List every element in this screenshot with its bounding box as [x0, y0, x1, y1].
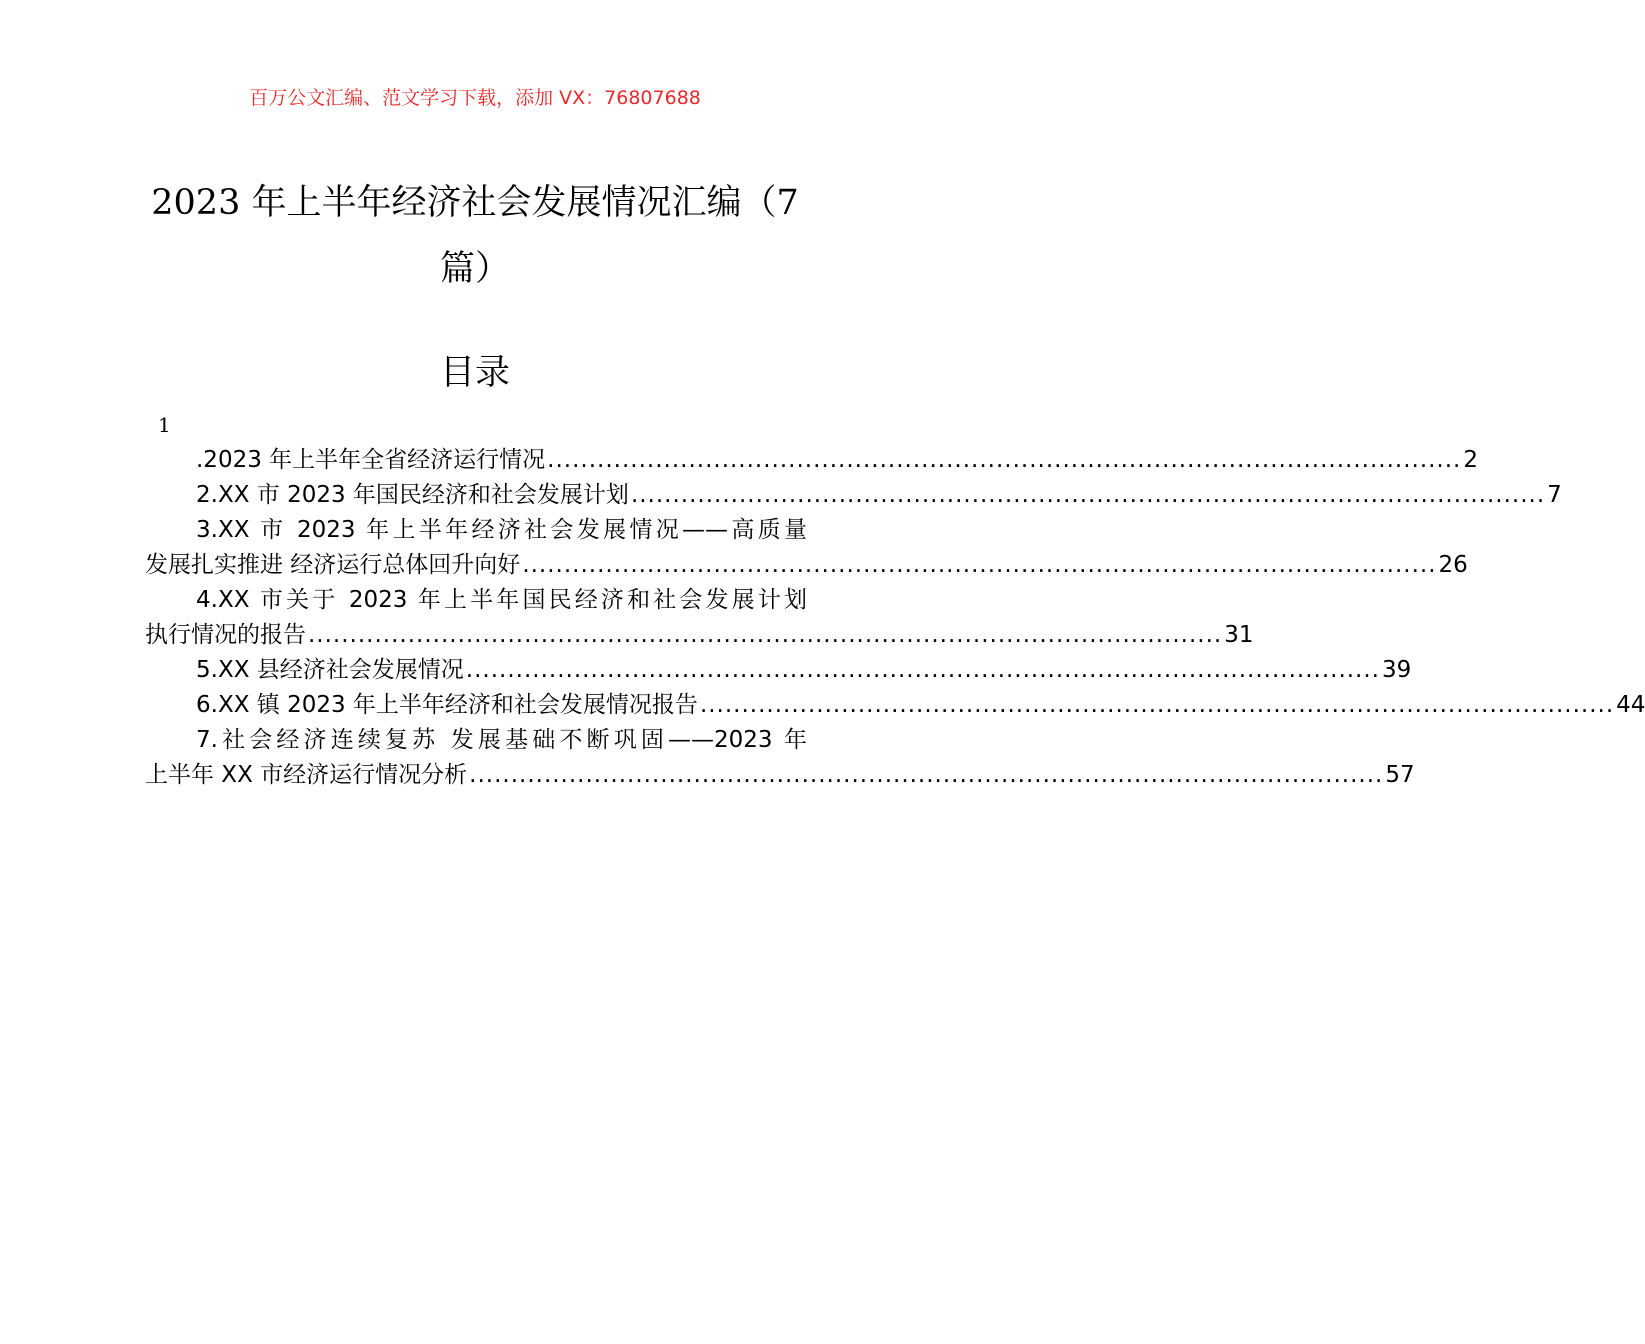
toc-entry-title: 5.XX 县经济社会发展情况 [196, 657, 464, 683]
toc-entry-line-2 [145, 548, 1468, 583]
toc-entry-line-2 [145, 618, 1254, 653]
toc-entry-title: 7.社会经济连续复苏 发展基础不断巩固——2023 年 [196, 727, 807, 753]
toc-entry-3[interactable] [145, 513, 1468, 583]
document-title [145, 170, 805, 302]
toc-entry-line-2 [145, 758, 1415, 793]
toc-leader-dots: .............................................................................................................. [522, 552, 1437, 578]
toc-leader-dots: .............................................................................................................. [699, 692, 1615, 718]
header-note: 百万公文汇编、范文学习下载，添加 VX：76807688 [249, 87, 701, 109]
toc-leader-dots: .............................................................................................................. [469, 762, 1384, 788]
toc-entry-1[interactable] [145, 443, 1479, 478]
table-of-contents [145, 443, 1645, 793]
toc-page-number: 57 [1385, 762, 1415, 788]
toc-leader-dots: .............................................................................................................. [547, 447, 1462, 473]
toc-leader-dots: .............................................................................................................. [630, 482, 1546, 508]
toc-entry-title-cont: 发展扎实推进 经济运行总体回升向好 [145, 552, 521, 578]
toc-number: 1 [158, 413, 171, 437]
toc-page-number: 44 [1616, 692, 1645, 718]
document-title-line-2: 篇） [439, 249, 510, 289]
toc-page-number: 2 [1463, 447, 1479, 473]
toc-page-number: 31 [1224, 622, 1254, 648]
toc-entry-4[interactable] [145, 583, 1254, 653]
toc-leader-dots: .............................................................................................................. [308, 622, 1223, 648]
toc-entry-title: .2023 年上半年全省经济运行情况 [196, 447, 546, 473]
toc-entry-line-1 [145, 513, 807, 548]
toc-entry-title: 2.XX 市 2023 年国民经济和社会发展计划 [196, 482, 629, 508]
toc-entry-title: 6.XX 镇 2023 年上半年经济和社会发展情况报告 [196, 692, 698, 718]
toc-leader-dots: .............................................................................................................. [465, 657, 1380, 683]
toc-heading: 目录 [439, 353, 510, 393]
toc-entry-title: 4.XX 市关于 2023 年上半年国民经济和社会发展计划 [196, 587, 807, 613]
toc-entry-title: 3.XX 市 2023 年上半年经济社会发展情况——高质量 [196, 517, 807, 543]
toc-page-number: 39 [1382, 657, 1412, 683]
toc-entry-2[interactable] [145, 478, 1562, 513]
toc-entry-title-cont: 上半年 XX 市经济运行情况分析 [145, 762, 468, 788]
toc-entry-line-1 [145, 583, 807, 618]
toc-entry-5[interactable] [145, 653, 1412, 688]
toc-page-number: 7 [1547, 482, 1562, 508]
toc-page-number: 26 [1438, 552, 1468, 578]
toc-entry-line-1 [145, 723, 807, 758]
document-title-line-1: 2023 年上半年经济社会发展情况汇编（7 [151, 183, 799, 223]
toc-entry-7[interactable] [145, 723, 1415, 793]
toc-entry-6[interactable] [145, 688, 1645, 723]
toc-entry-title-cont: 执行情况的报告 [145, 622, 306, 648]
